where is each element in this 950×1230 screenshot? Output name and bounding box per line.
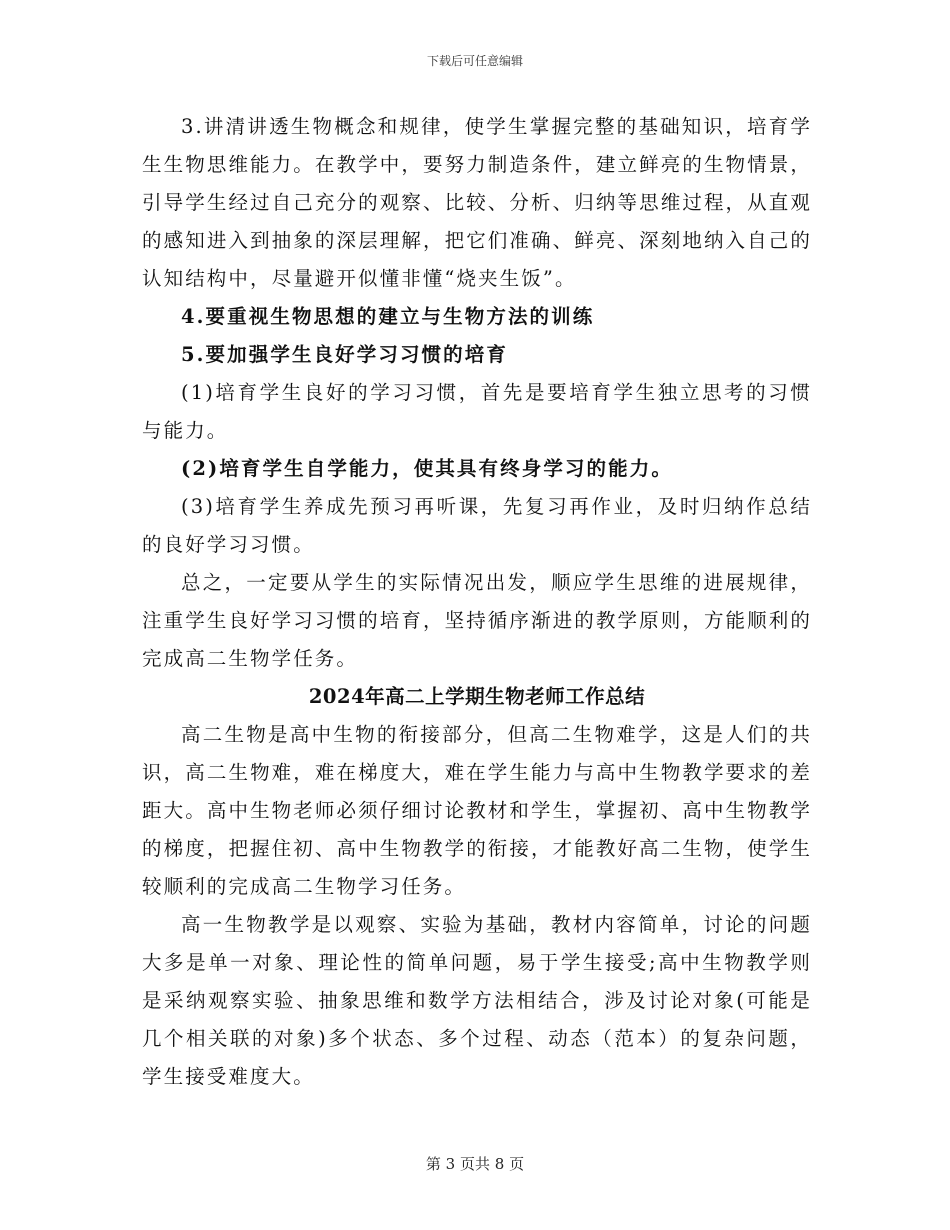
paragraph-intro: 高二生物是高中生物的衔接部分，但高二生物难学，这是人们的共识，高二生物难，难在梯度大，难在学生能力与高中生物教学要求的差距大。高中生物老师必须仔细讨论教材和学生，掌握初、高中生物教学的梯度，把握住初、高中生物教学的衔接，才能教好高二生物，使学生较顺利的完成高二生物学习任务。	[142, 723, 812, 898]
paragraph-habit-3: (3)培育学生养成先预习再听课，先复习再作业，及时归纳作总结的良好学习习惯。	[142, 495, 812, 556]
heading-biology-thinking: 4.要重视生物思想的建立与生物方法的训练	[181, 305, 595, 328]
document-body	[142, 108, 812, 1096]
heading-study-habits: 5.要加强学生良好学习习惯的培育	[181, 343, 508, 366]
page-header: 下载后可任意编辑	[426, 54, 523, 68]
paragraph-concepts: 3.讲清讲透生物概念和规律，使学生掌握完整的基础知识，培育学生生物思维能力。在教学中，要努力制造条件，建立鲜亮的生物情景，引导学生经过自己充分的观察、比较、分析、归纳等思维过程，从直观的感知进入到抽象的深层理解，把它们准确、鲜亮、深刻地纳入自己的认知结构中，尽量避开似懂非懂“烧夹生饭”。	[142, 115, 812, 290]
paragraph-comparison: 高一生物教学是以观察、实验为基础，教材内容简单，讨论的问题大多是单一对象、理论性的简单问题，易于学生接受;高中生物教学则是采纳观察实验、抽象思维和数学方法相结合，涉及讨论对象(可能是几个相关联的对象)多个状态、多个过程、动态（范本）的复杂问题，学生接受难度大。	[142, 913, 812, 1088]
paragraph-conclusion: 总之，一定要从学生的实际情况出发，顺应学生思维的进展规律，注重学生良好学习习惯的培育，坚持循序渐进的教学原则，方能顺利的完成高二生物学任务。	[142, 571, 812, 670]
section-title: 2024年高二上学期生物老师工作总结	[308, 685, 646, 708]
paragraph-habit-1: (1)培育学生良好的学习习惯，首先是要培育学生独立思考的习惯与能力。	[142, 381, 812, 442]
paragraph-habit-2: (2)培育学生自学能力，使其具有终身学习的能力。	[181, 457, 673, 480]
page-footer: 第 3 页共 8 页	[425, 1155, 525, 1173]
